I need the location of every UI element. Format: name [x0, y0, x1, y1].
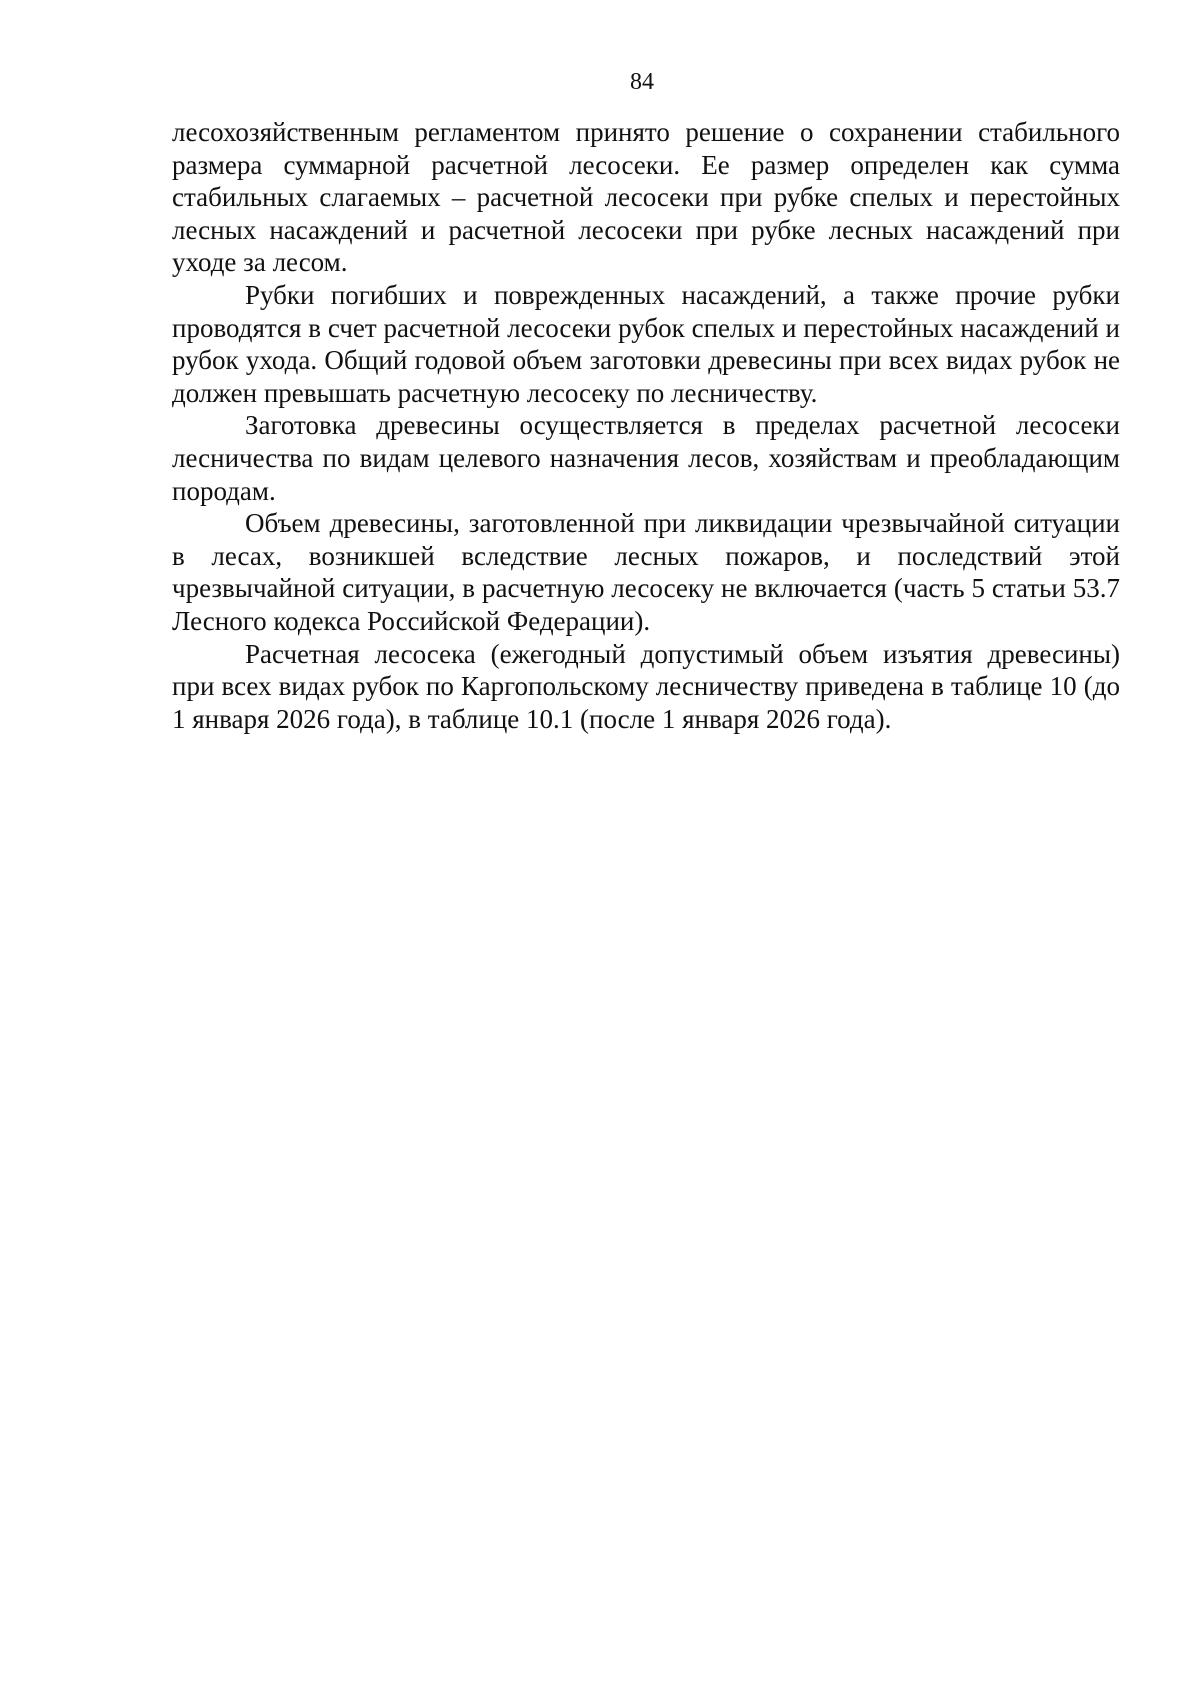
paragraph-continuation: лесохозяйственным регламентом принято решение о сохранении стабильного размера суммарной расчетной лесосеки. Ее размер определен как сумма стабильных слагаемых – расчетной лесосеки при рубке спелых и перестойных лесных насаждений и расчетной лесосеки при рубке лесных насаждений при уходе за лесом. [172, 117, 1120, 278]
paragraph-emergency-wood: Объем древесины, заготовленной при ликвидации чрезвычайной ситуации в лесах, возникшей вследствие лесных пожаров, и последствий этой чрезвычайной ситуации, в расчетную лесосеку не включается (часть 5 статьи 53.7 Лесного кодекса Российской Федерации). [172, 508, 1120, 636]
paragraph-allowable-cut-reference: Расчетная лесосека (ежегодный допустимый объем изъятия древесины) при всех видах рубок по Каргопольскому лесничеству приведена в таблице 10 (до 1 января 2026 года), в таблице 10.1 (после 1 января 2026 года). [172, 638, 1120, 734]
paragraph-harvesting-limits: Заготовка древесины осуществляется в пределах расчетной лесосеки лесничества по видам целевого назначения лесов, хозяйствам и преобладающим породам. [172, 410, 1120, 506]
page-number: 84 [630, 69, 654, 95]
body-text [172, 116, 1120, 735]
paragraph-clearcut-rules: Рубки погибших и поврежденных насаждений, а также прочие рубки проводятся в счет расчетной лесосеки рубок спелых и перестойных насаждений и рубок ухода. Общий годовой объем заготовки древесины при всех видах рубок не должен превышать расчетную лесосеку по лесничеству. [172, 279, 1120, 408]
